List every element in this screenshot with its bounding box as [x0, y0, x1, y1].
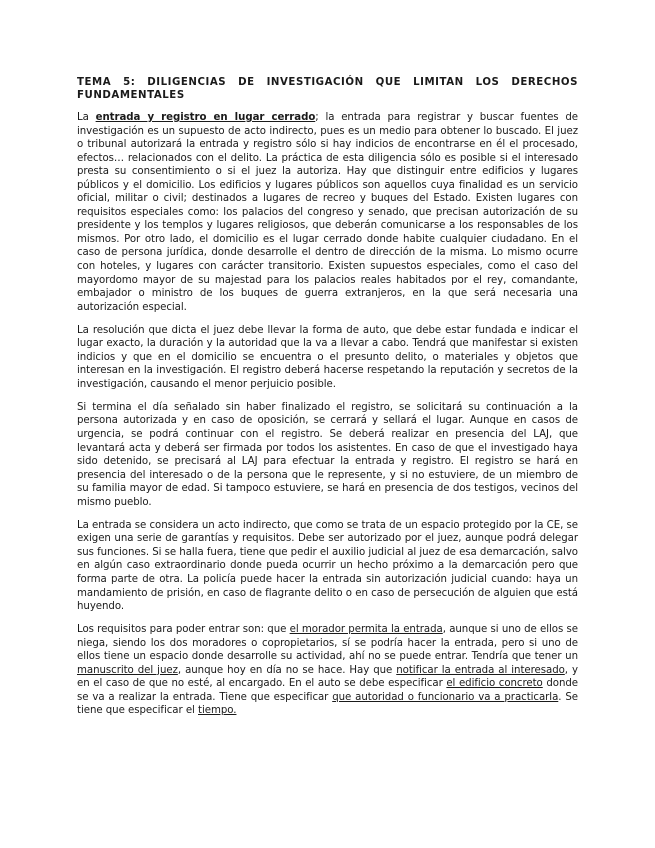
p1-pre: La [77, 112, 96, 123]
paragraph-resolucion: La resolución que dicta el juez debe llevar la forma de auto, que debe estar fundada e indicar el lugar exacto, la duración y la autoridad que la va a llevar a cabo. Tendrá que manifestar si existen indicios y que en el domicilio se encuentra o el presunto delito, o materiales y objetos que interesan en la investigación. El registro deberá hacerse respetando la reputación y secretos de la investigación, causando el menor perjuicio posible. [77, 324, 578, 390]
document-title: TEMA 5: DILIGENCIAS DE INVESTIGACIÓN QUE LIMITAN LOS DERECHOS FUNDAMENTALES [77, 77, 578, 101]
p1-rest: ; la entrada para registrar y buscar fuentes de investigación es un supuesto de acto indirecto, pues es un medio para obtener lo buscado. El juez o tribunal autorizará la entrada y registro sólo si hay indicios de encontrarse en él el procesado, efectos… relacionados con el delito. La práctica de esta diligencia sólo es posible si el interesado presta su consentimiento o si el juez la autoriza. Hay que distinguir entre edificios y lugares públicos y el domicilio. Los edificios y lugares públicos son aquellos cuya finalidad es un servicio oficial, militar o civil; destinados a lugares de recreo y buques del Estado. Existen lugares con requisitos especiales como: los palacios del congreso y senado, que precisan autorización de su presidente y los templos y lugares religiosos, que deberán comunicarse a los responsables de los mismos. Por otro lado, el domicilio es el lugar cerrado donde habite cualquier ciudadano. En el caso de persona jurídica, donde desarrolle el dentro de dirección de la misma. Lo mismo ocurre con hoteles, y lugares con carácter transitorio. Existen supuestos especiales, como el caso del mayordomo mayor de su majestad para los palacios reales habitados por el rey, comandante, embajador o ministro de los buques de guerra extranjeros, en la que será necesaria una autorización especial. [77, 112, 578, 313]
document-page [77, 76, 578, 727]
paragraph-acto-indirecto: La entrada se considera un acto indirecto, que como se trata de un espacio protegido por la CE, se exigen una serie de garantías y requisitos. Debe ser autorizado por el juez, aunque podrá delegar sus funciones. Si se halla fuera, tiene que pedir el auxilio judicial al juez de esa demarcación, salvo en algún caso extraordinario donde pueda ocurrir un hecho próximo a la demarcación pero que forma parte de otra. La policía puede hacer la entrada sin autorización judicial cuando: haya un mandamiento de prisión, en caso de flagrante delito o en caso de persecución de alguien que está huyendo. [77, 519, 578, 613]
req-notificar: notificar la entrada al interesado [396, 664, 565, 676]
p5-text-5: donde se va a realizar la entrada. Tiene que especificar [77, 678, 578, 703]
p5-text-4: , y en el caso de que no esté, al encargado. En el auto se debe especificar [77, 664, 578, 690]
req-manuscrito: manuscrito del juez [77, 664, 178, 676]
term-entrada-registro: entrada y registro en lugar cerrado [95, 112, 316, 123]
p5-text-3: , aunque hoy en día no se hace. Hay que [177, 664, 397, 676]
req-morador: el morador permita la entrada [289, 624, 443, 636]
req-autoridad: que autoridad o funcionario va a practicarla [332, 691, 559, 703]
paragraph-continuacion-registro: Si termina el día señalado sin haber finalizado el registro, se solicitará su continuación a la persona autorizada y en caso de oposición, se cerrará y sellará el lugar. Aunque en casos de urgencia, se podrá continuar con el registro. Se deberá realizar en presencia del LAJ, que levantará acta y deberá ser firmada por todos los asistentes. En caso de que el investigado haya sido detenido, se precisará al LAJ para efectuar la entrada y registro. El registro se hará en presencia del interesado o de la persona que le represente, y si no estuviere, de un miembro de su familia mayor de edad. Si tampoco estuviere, se hará en presencia de dos testigos, vecinos del mismo pueblo. [77, 401, 578, 508]
p5-text-2: , aunque si uno de ellos se niega, siendo los dos moradores o copropietarios, sí se podría hacer la entrada, pero si uno de ellos tiene un espacio donde desarrolle su actividad, ahí no se puede entrar. Tendría que tener un [77, 624, 578, 663]
p5-text-1: Los requisitos para poder entrar son: que [77, 624, 290, 636]
req-tiempo: tiempo. [198, 705, 237, 717]
paragraph-requisitos [77, 623, 578, 718]
p5-text-6: . Se tiene que especificar el [77, 691, 578, 717]
paragraph-entrada-registro [77, 111, 578, 314]
req-edificio: el edificio concreto [446, 678, 543, 690]
